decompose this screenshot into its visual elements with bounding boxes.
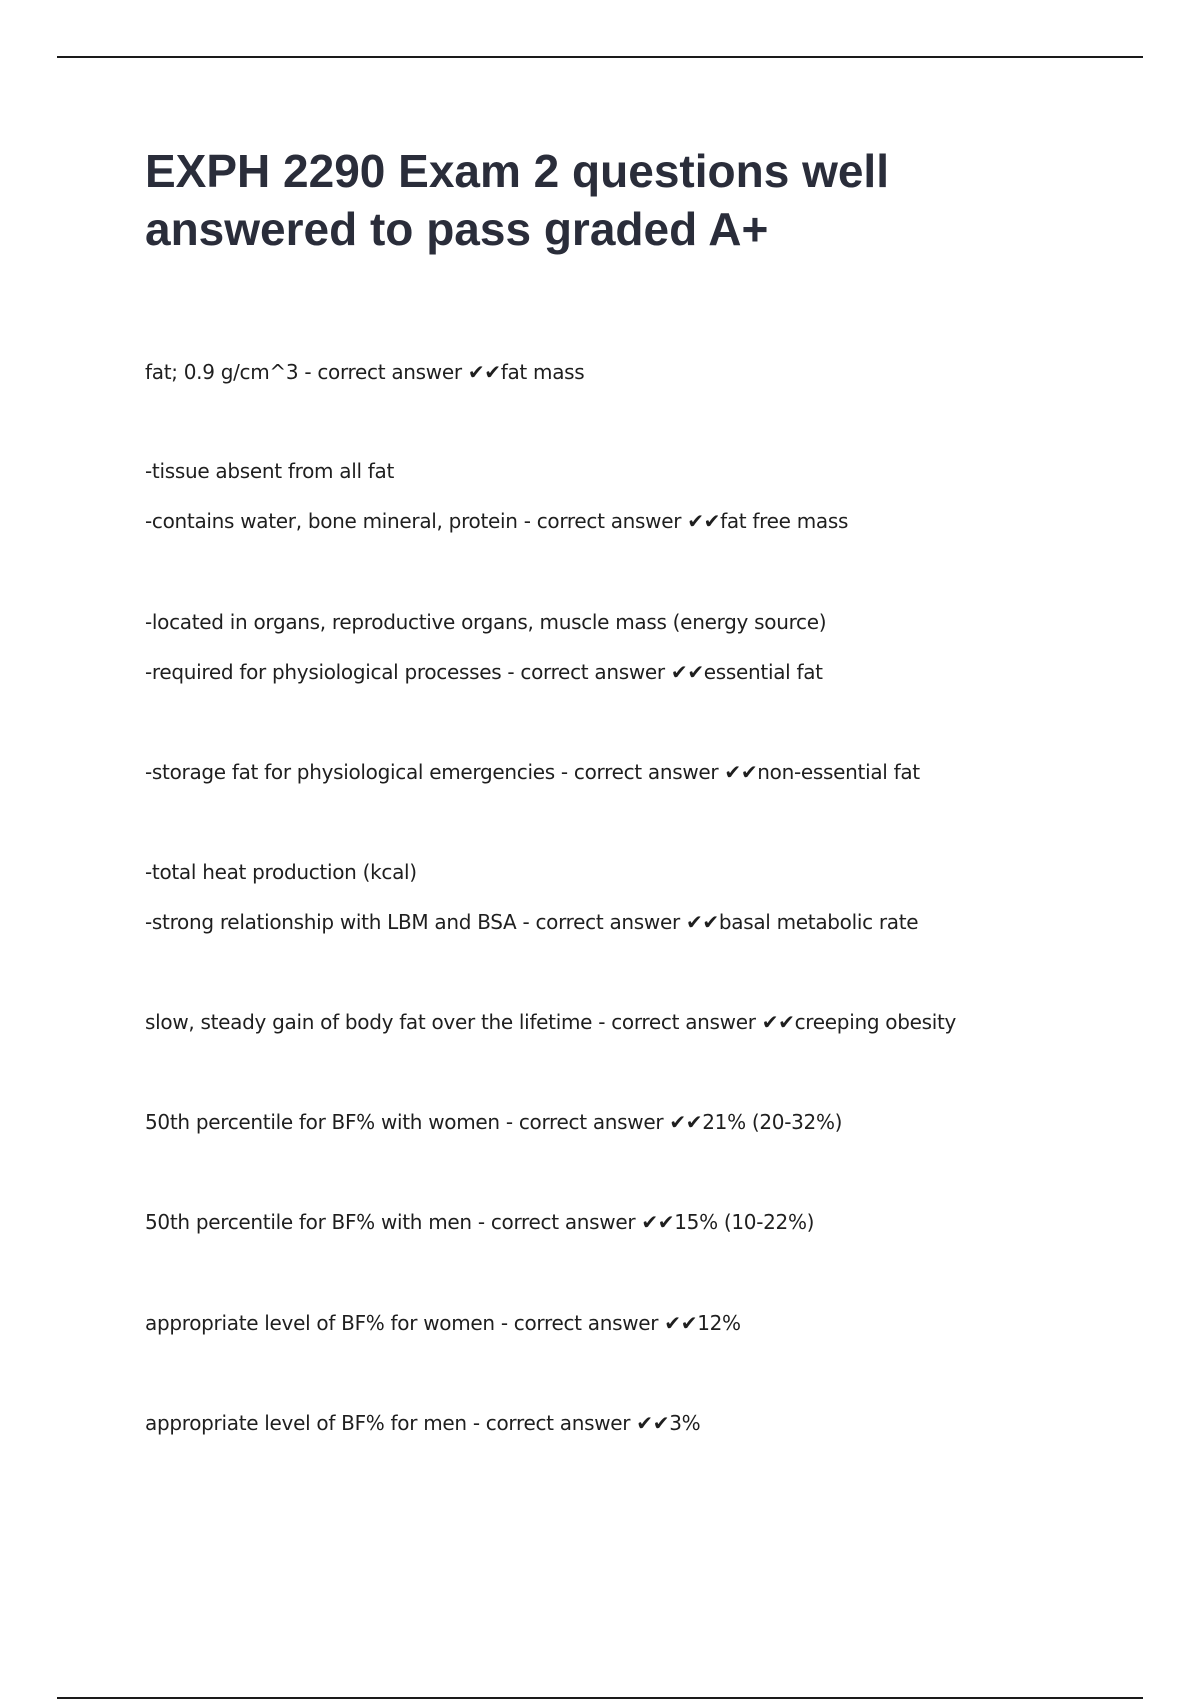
question-text: -storage fat for physiological emergencies (145, 760, 555, 784)
double-check-icon: ✔✔ (761, 1010, 795, 1034)
qa-item-bf-men-appropriate (145, 1411, 700, 1461)
answer-text: creeping obesity (794, 1010, 957, 1034)
answer-text: 12% (697, 1311, 741, 1335)
qa-item-bf-men-50th (145, 1210, 814, 1260)
answer-text: fat free mass (720, 509, 849, 533)
qa-item-bf-women-50th (145, 1110, 842, 1160)
double-check-icon: ✔✔ (636, 1411, 670, 1435)
question-text: -tissue absent from all fat (145, 459, 395, 483)
answer-separator: - correct answer (471, 1210, 642, 1234)
question-text: -strong relationship with LBM and BSA (145, 910, 517, 934)
question-text: -contains water, bone mineral, protein (145, 509, 518, 533)
answer-text: 15% (10-22%) (674, 1210, 815, 1234)
qa-answer-line (145, 1210, 814, 1260)
answer-text: essential fat (703, 660, 823, 684)
document-title: EXPH 2290 Exam 2 questions well answered to pass graded A+ (145, 145, 889, 255)
qa-item-fat-free-mass (145, 459, 848, 559)
question-text: appropriate level of BF% for women (145, 1311, 495, 1335)
answer-separator: - correct answer (516, 910, 686, 934)
qa-answer-line (145, 660, 826, 710)
qa-answer-line (145, 910, 918, 960)
answer-separator: - correct answer (494, 1311, 665, 1335)
qa-item-bf-women-appropriate (145, 1311, 741, 1361)
answer-separator: - correct answer (554, 760, 725, 784)
qa-answer-line (145, 360, 584, 410)
question-text: fat; 0.9 g/cm^3 (145, 360, 299, 384)
answer-separator: - correct answer (499, 1110, 670, 1134)
answer-separator: - correct answer (592, 1010, 762, 1034)
qa-item-non-essential-fat (145, 760, 920, 810)
qa-answer-line (145, 509, 848, 559)
answer-text: basal metabolic rate (718, 910, 919, 934)
question-text: 50th percentile for BF% with men (145, 1210, 472, 1234)
answer-text: 3% (669, 1411, 701, 1435)
qa-answer-line (145, 1411, 700, 1461)
qa-item-creeping-obesity (145, 1010, 956, 1060)
answer-text: 21% (20-32%) (702, 1110, 843, 1134)
qa-answer-line (145, 1110, 842, 1160)
answer-separator: - correct answer (466, 1411, 637, 1435)
qa-item-fat-mass (145, 360, 584, 410)
double-check-icon: ✔✔ (641, 1210, 675, 1234)
double-check-icon: ✔✔ (467, 360, 501, 384)
double-check-icon: ✔✔ (685, 910, 719, 934)
double-check-icon: ✔✔ (670, 660, 704, 684)
answer-separator: - correct answer (517, 509, 688, 533)
double-check-icon: ✔✔ (664, 1311, 698, 1335)
qa-item-basal-metabolic-rate (145, 860, 918, 960)
double-check-icon: ✔✔ (687, 509, 721, 533)
answer-text: fat mass (500, 360, 585, 384)
qa-answer-line (145, 1010, 956, 1060)
bottom-divider (57, 1697, 1143, 1699)
double-check-icon: ✔✔ (724, 760, 758, 784)
qa-answer-line (145, 760, 920, 810)
qa-answer-line (145, 1311, 741, 1361)
question-text: -required for physiological processes (145, 660, 502, 684)
answer-separator: - correct answer (298, 360, 468, 384)
top-divider (57, 56, 1143, 58)
answer-text: non-essential fat (757, 760, 920, 784)
answer-separator: - correct answer (501, 660, 671, 684)
double-check-icon: ✔✔ (669, 1110, 703, 1134)
question-text: appropriate level of BF% for men (145, 1411, 467, 1435)
question-text: -located in organs, reproductive organs, muscle mass (energy source) (145, 610, 827, 634)
qa-item-essential-fat (145, 610, 826, 710)
question-text: slow, steady gain of body fat over the lifetime (145, 1010, 593, 1034)
question-text: 50th percentile for BF% with women (145, 1110, 500, 1134)
question-text: -total heat production (kcal) (145, 860, 417, 884)
